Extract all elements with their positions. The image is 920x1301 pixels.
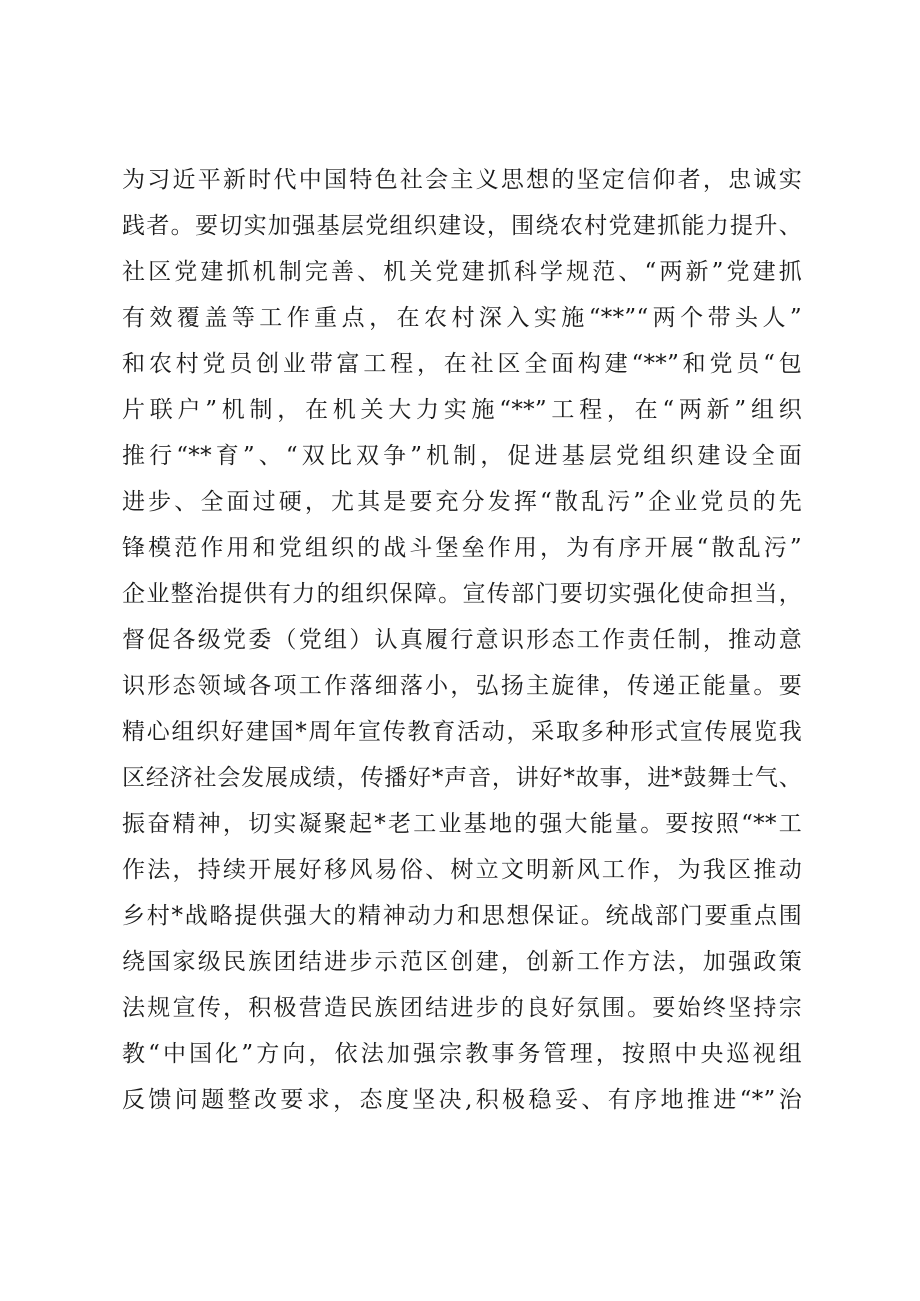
text-line: 绕国家级民族团结进步示范区创建，创新工作方法，加强政策: [122, 949, 802, 975]
text-line: 区经济社会发展成绩，传播好*声音，讲好*故事，进*鼓舞士气、: [122, 765, 802, 791]
text-line: 片联户”机制，在机关大力实施“**”工程，在“两新”组织: [122, 397, 802, 423]
text-line: 反馈问题整改要求，态度坚决,积极稳妥、有序地推进“*”治: [122, 1087, 802, 1113]
text-line: 乡村*战略提供强大的精神动力和思想保证。统战部门要重点围: [122, 903, 802, 929]
text-line: 和农村党员创业带富工程，在社区全面构建“**”和党员“包: [122, 351, 802, 377]
text-line: 为习近平新时代中国特色社会主义思想的坚定信仰者，忠诚实: [122, 167, 802, 193]
text-line: 识形态领域各项工作落细落小，弘扬主旋律，传递正能量。要: [122, 673, 802, 699]
text-line: 法规宣传，积极营造民族团结进步的良好氛围。要始终坚持宗: [122, 995, 802, 1021]
text-line: 推行“**育”、“双比双争”机制，促进基层党组织建设全面: [122, 443, 802, 469]
text-line: 企业整治提供有力的组织保障。宣传部门要切实强化使命担当，: [122, 581, 802, 607]
text-line: 社区党建抓机制完善、机关党建抓科学规范、“两新”党建抓: [122, 259, 802, 285]
body-paragraph: [122, 157, 802, 1123]
text-line: 教“中国化”方向，依法加强宗教事务管理，按照中央巡视组: [122, 1041, 802, 1067]
text-line: 精心组织好建国*周年宣传教育活动，采取多种形式宣传展览我: [122, 719, 802, 745]
text-line: 振奋精神，切实凝聚起*老工业基地的强大能量。要按照“**工: [122, 811, 802, 837]
text-line: 进步、全面过硬，尤其是要充分发挥“散乱污”企业党员的先: [122, 489, 802, 515]
text-line: 锋模范作用和党组织的战斗堡垒作用，为有序开展“散乱污”: [122, 535, 802, 561]
text-line: 督促各级党委（党组）认真履行意识形态工作责任制，推动意: [122, 627, 802, 653]
text-line: 作法，持续开展好移风易俗、树立文明新风工作，为我区推动: [122, 857, 802, 883]
text-line: 有效覆盖等工作重点，在农村深入实施“**”“两个带头人”: [122, 305, 802, 331]
text-line: 践者。要切实加强基层党组织建设，围绕农村党建抓能力提升、: [122, 213, 802, 239]
